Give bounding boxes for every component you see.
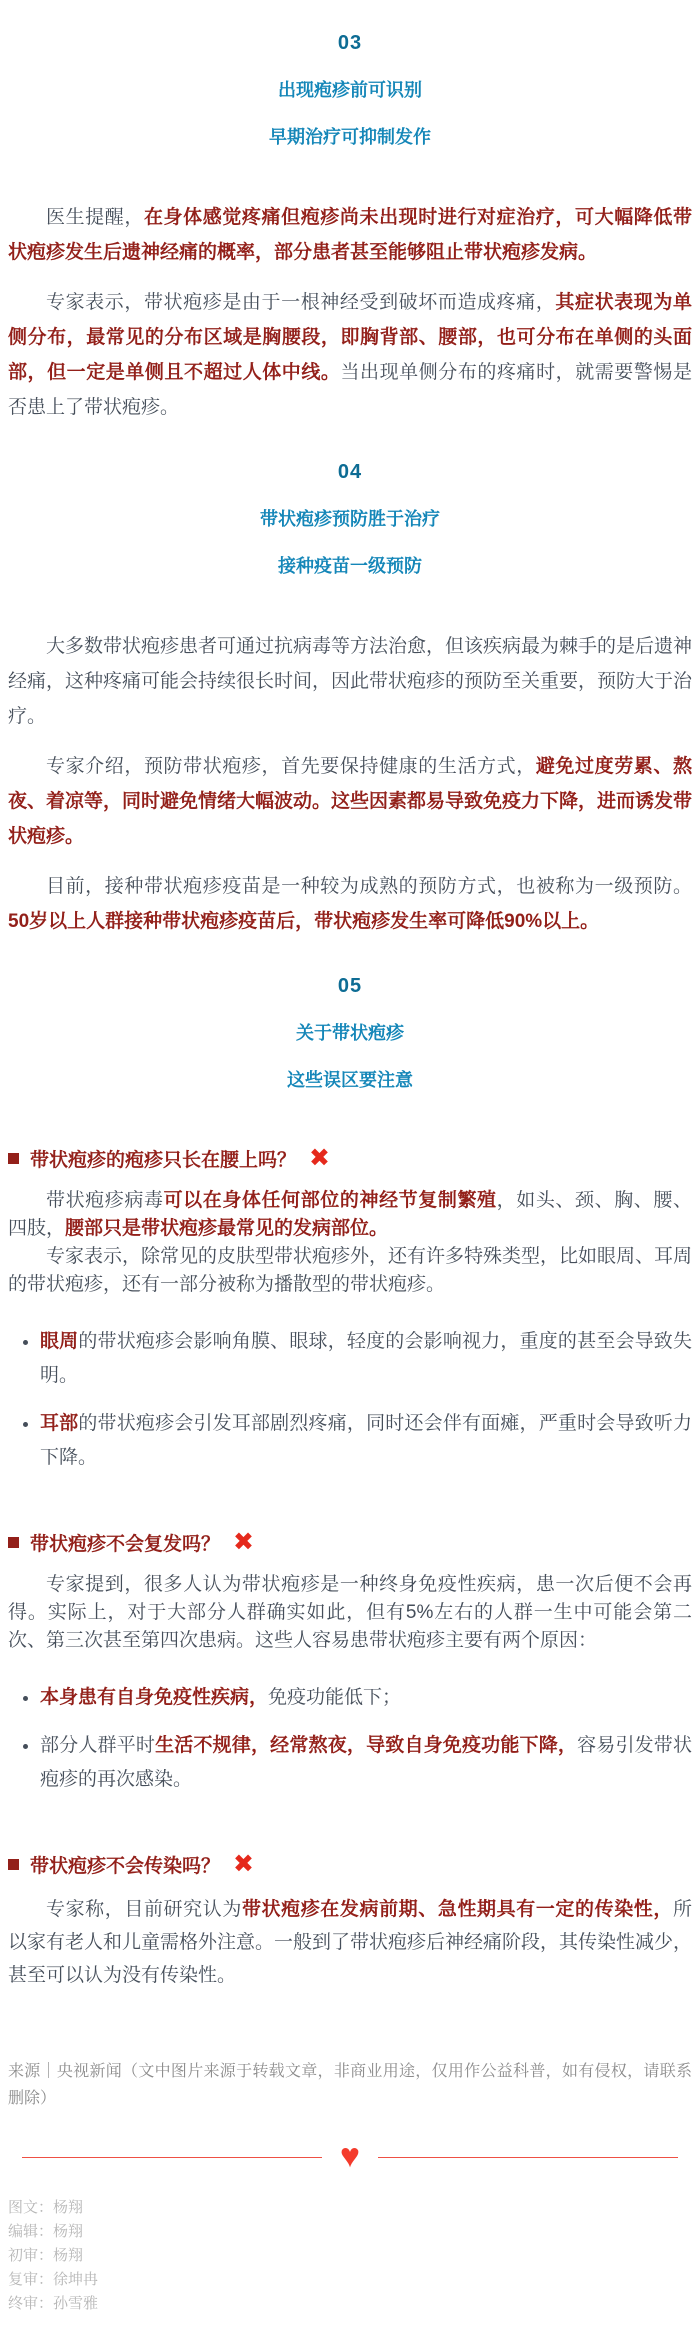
- paragraph: [8, 1187, 692, 1243]
- text-segment: 医生提醒，: [46, 207, 144, 228]
- section-number: 05: [337, 975, 363, 997]
- credit-line: 终审：孙雪雅: [8, 2295, 99, 2312]
- text-segment: 部分人群平时: [40, 1735, 156, 1756]
- section-title: 接种疫苗一级预防: [278, 556, 422, 576]
- credit-line: 编辑：杨翔: [8, 2223, 84, 2240]
- text-segment: 在身体感觉疼痛但疱疹尚未出现时进行对症治疗，可大幅降低带状疱疹发生后遗神经痛的概率，部分患者甚至能够阻止带状疱疹发病。: [8, 207, 692, 263]
- bullet-item: [8, 1407, 692, 1475]
- text-segment: 的带状疱疹会引发耳部剧烈疼痛，同时还会伴有面瘫，严重时会导致听力下降。: [40, 1413, 692, 1468]
- text-segment: 大多数带状疱疹患者可通过抗病毒等方法治愈，但该疾病最为棘手的是后遗神经痛，这种疼痛可能会持续很长时间，因此带状疱疹的预防至关重要，预防大于治疗。: [8, 636, 693, 727]
- paragraph: [8, 749, 692, 854]
- text-segment: 耳部: [40, 1413, 79, 1434]
- text-segment: ，如头、颈、胸、腰、四肢，: [8, 1190, 692, 1239]
- misconception-heading: [8, 1529, 692, 1556]
- bullet-item: [8, 1729, 692, 1797]
- text-segment: 免疫功能低下；: [268, 1687, 402, 1708]
- text-segment: 其症状表现为单侧分布，最常见的分布区域是胸腰段，即胸背部、腰部，也可分布在单侧的头面部，但一定是单侧且不超过人体中线。: [8, 292, 692, 383]
- misconception-question: 带状疱疹不会传染吗？: [30, 1856, 221, 1877]
- bullet-list: [8, 1325, 692, 1475]
- misconception-heading: [8, 1851, 692, 1878]
- credit-line: 图文：杨翔: [8, 2199, 84, 2216]
- text-segment: 专家表示，带状疱疹是由于一根神经受到破坏而造成疼痛，: [46, 292, 556, 313]
- misconception-question: 带状疱疹的疱疹只长在腰上吗？: [30, 1150, 297, 1171]
- text-segment: 本身患有自身免疫性疾病，: [40, 1687, 269, 1708]
- text-segment: 带状疱疹在发病前期、急性期具有一定的传染性，: [241, 1899, 673, 1920]
- misconception-question: 带状疱疹不会复发吗？: [30, 1534, 221, 1555]
- paragraph: [8, 869, 692, 939]
- section-title: 出现疱疹前可识别: [278, 80, 422, 100]
- cross-mark-icon: ✖: [309, 1144, 330, 1172]
- text-segment: 所以家有老人和儿童需格外注意。一般到了带状疱疹后神经痛阶段，其传染性减少，甚至可以认为没有传染性。: [8, 1899, 693, 1986]
- bullet-list: [8, 1681, 692, 1797]
- text-segment: 专家表示，除常见的皮肤型带状疱疹外，还有许多特殊类型，比如眼周、耳周的带状疱疹，还有一部分被称为播散型的带状疱疹。: [8, 1246, 693, 1295]
- paragraph: [8, 1893, 692, 1992]
- cross-mark-icon: ✖: [233, 1850, 254, 1878]
- text-segment: 专家称，目前研究认为: [46, 1899, 242, 1920]
- cross-mark-icon: ✖: [233, 1528, 254, 1556]
- section-number: 03: [337, 32, 363, 54]
- text-segment: 可以在身体任何部位的神经节复制繁殖: [163, 1190, 497, 1211]
- text-segment: 避免过度劳累、熬夜、着凉等，同时避免情绪大幅波动。这些因素都易导致免疫力下降，进而诱发带状疱疹。: [8, 756, 693, 847]
- text-segment: 眼周: [40, 1331, 79, 1352]
- text-segment: 腰部只是带状疱疹最常见的发病部位。: [65, 1218, 389, 1239]
- text-segment: 目前，接种带状疱疹疫苗是一种较为成熟的预防方式，也被称为一级预防。: [46, 876, 692, 897]
- credits-block: [8, 2196, 692, 2315]
- paragraph: [8, 629, 692, 734]
- square-bullet-icon: [8, 1859, 19, 1870]
- section-title: 这些误区要注意: [287, 1070, 413, 1090]
- text-segment: 当出现单侧分布的疼痛时，就需要警惕是否患上了带状疱疹。: [8, 362, 692, 418]
- square-bullet-icon: [8, 1153, 19, 1164]
- section-header: [8, 32, 692, 148]
- text-segment: 专家提到，很多人认为带状疱疹是一种终身免疫性疾病，患一次后便不会再得。实际上，对于大部分人群确实如此，但有5%左右的人群一生中可能会第二次、第三次甚至第四次患病。这些人容易患带状疱疹主要有两个原因：: [8, 1574, 692, 1651]
- section-title: 带状疱疹预防胜于治疗: [260, 509, 440, 529]
- article-content: [8, 32, 692, 2315]
- source-note: 来源｜央视新闻（文中图片来源于转载文章，非商业用途，仅用作公益科普，如有侵权，请联系删除）: [8, 2063, 692, 2107]
- section-title: 关于带状疱疹: [296, 1023, 404, 1043]
- divider-line: [22, 2157, 322, 2158]
- square-bullet-icon: [8, 1537, 19, 1548]
- paragraph: [8, 1243, 692, 1299]
- paragraph: [8, 285, 692, 425]
- heart-icon: ♥: [339, 2137, 361, 2175]
- text-segment: 50岁以上人群接种带状疱疹疫苗后，带状疱疹发生率可降低90%以上。: [8, 911, 600, 932]
- text-segment: 带状疱疹病毒: [46, 1190, 164, 1211]
- credit-line: 初审：杨翔: [8, 2247, 84, 2264]
- section-header: [8, 461, 692, 577]
- divider-line: [378, 2157, 678, 2158]
- section-number: 04: [337, 461, 363, 483]
- section-header: [8, 975, 692, 1091]
- credit-line: 复审：徐坤冉: [8, 2271, 99, 2288]
- text-segment: 专家介绍，预防带状疱疹，首先要保持健康的生活方式，: [46, 756, 536, 777]
- paragraph: [8, 200, 692, 270]
- heart-divider: [22, 2137, 678, 2175]
- misconception-heading: [8, 1145, 692, 1172]
- text-segment: 容易引发带状疱疹的再次感染。: [40, 1735, 692, 1790]
- bullet-item: [8, 1325, 692, 1393]
- paragraph: [8, 1571, 692, 1655]
- section-title: 早期治疗可抑制发作: [269, 127, 431, 147]
- bullet-item: [8, 1681, 692, 1715]
- text-segment: 的带状疱疹会影响角膜、眼球，轻度的会影响视力，重度的甚至会导致失明。: [40, 1331, 692, 1386]
- text-segment: 生活不规律，经常熬夜，导致自身免疫功能下降，: [155, 1735, 578, 1756]
